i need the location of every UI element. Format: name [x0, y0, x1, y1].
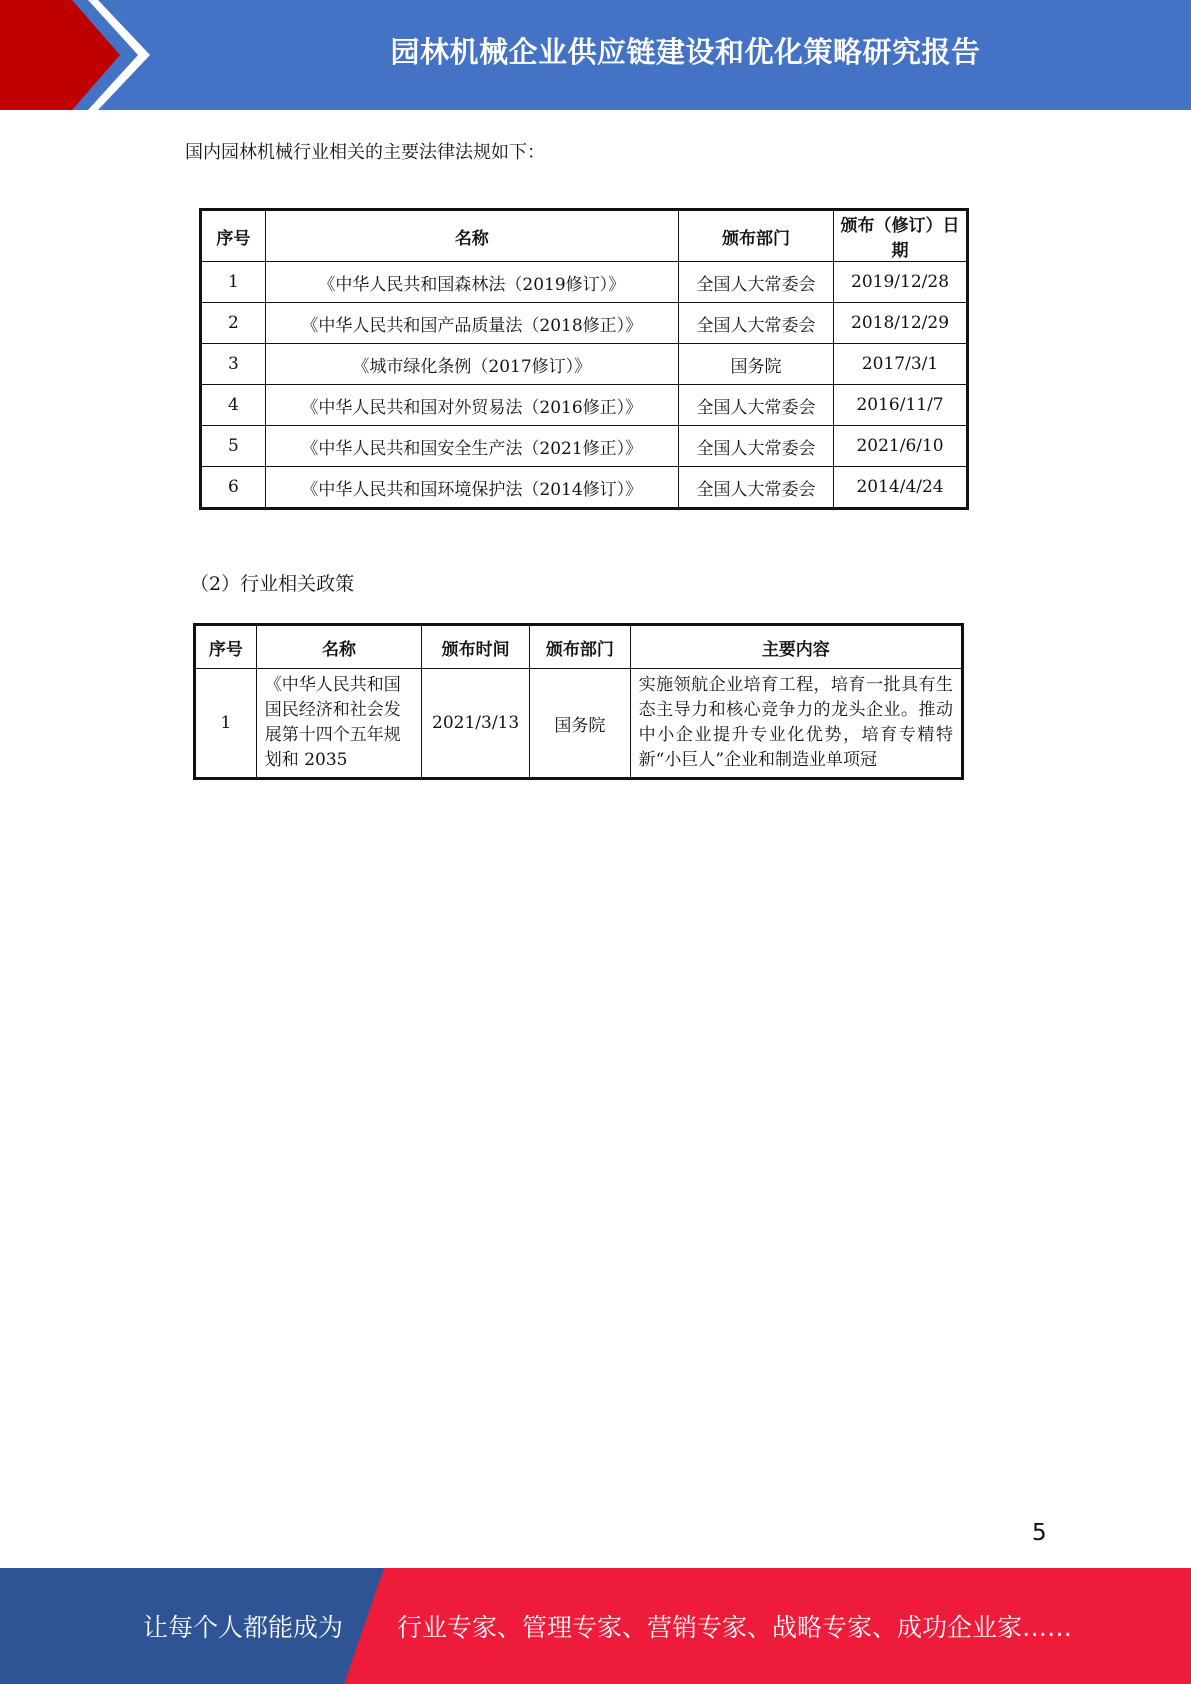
column-header: 名称 — [265, 210, 678, 262]
cell-date: 2021/3/13 — [422, 669, 530, 779]
cell-name: 《中华人民共和国环境保护法（2014修订）》 — [265, 467, 678, 509]
page-number: 5 — [1032, 1520, 1047, 1546]
cell-index: 6 — [201, 467, 266, 509]
laws-table — [199, 208, 969, 510]
column-header: 颁布部门 — [530, 625, 631, 669]
cell-index: 5 — [201, 426, 266, 467]
cell-index: 3 — [201, 344, 266, 385]
cell-index: 1 — [201, 262, 266, 303]
cell-date: 2018/12/29 — [834, 303, 968, 344]
cell-department: 国务院 — [678, 344, 833, 385]
cell-date: 2017/3/1 — [834, 344, 968, 385]
cell-name: 《中华人民共和国国民经济和社会发展第十四个五年规划和 2035 — [256, 669, 421, 779]
table-row — [201, 467, 968, 509]
policy-heading: （2）行业相关政策 — [190, 573, 355, 595]
footer-slogan-left: 让每个人都能成为 — [143, 1613, 344, 1642]
column-header: 名称 — [256, 625, 421, 669]
cell-name: 《城市绿化条例（2017修订）》 — [265, 344, 678, 385]
table-row — [201, 262, 968, 303]
cell-index: 4 — [201, 385, 266, 426]
table-row — [201, 303, 968, 344]
cell-date: 2016/11/7 — [834, 385, 968, 426]
cell-index: 2 — [201, 303, 266, 344]
table-row — [201, 426, 968, 467]
column-header: 颁布时间 — [422, 625, 530, 669]
column-header: 序号 — [195, 625, 257, 669]
cell-name: 《中华人民共和国森林法（2019修订）》 — [265, 262, 678, 303]
cell-department: 全国人大常委会 — [678, 467, 833, 509]
table-row — [201, 344, 968, 385]
cell-name: 《中华人民共和国产品质量法（2018修正）》 — [265, 303, 678, 344]
cell-index: 1 — [195, 669, 257, 779]
column-header: 序号 — [201, 210, 266, 262]
cell-content: 实施领航企业培育工程，培育一批具有生态主导力和核心竞争力的龙头企业。推动中小企业提升专业化优势，培育专精特新“小巨人”企业和制造业单项冠 — [630, 669, 962, 779]
cell-department: 全国人大常委会 — [678, 426, 833, 467]
cell-name: 《中华人民共和国对外贸易法（2016修正）》 — [265, 385, 678, 426]
intro-text: 国内园林机械行业相关的主要法律法规如下： — [185, 142, 545, 163]
cell-department: 全国人大常委会 — [678, 385, 833, 426]
report-title: 园林机械企业供应链建设和优化策略研究报告 — [390, 34, 981, 69]
column-header: 颁布部门 — [678, 210, 833, 262]
cell-date: 2014/4/24 — [834, 467, 968, 509]
table-header-row — [201, 210, 968, 262]
column-header: 颁布（修订）日期 — [834, 210, 968, 262]
cell-name: 《中华人民共和国安全生产法（2021修正）》 — [265, 426, 678, 467]
cell-department: 国务院 — [530, 669, 631, 779]
footer-slogan-right: 行业专家、管理专家、营销专家、战略专家、成功企业家…… — [397, 1613, 1073, 1642]
cell-department: 全国人大常委会 — [678, 262, 833, 303]
table-row — [195, 669, 963, 779]
cell-date: 2021/6/10 — [834, 426, 968, 467]
table-row — [201, 385, 968, 426]
footer-banner — [0, 1568, 1191, 1684]
cell-department: 全国人大常委会 — [678, 303, 833, 344]
table-header-row — [195, 625, 963, 669]
policy-table — [193, 623, 964, 780]
column-header: 主要内容 — [630, 625, 962, 669]
header-banner — [0, 0, 1191, 110]
cell-date: 2019/12/28 — [834, 262, 968, 303]
